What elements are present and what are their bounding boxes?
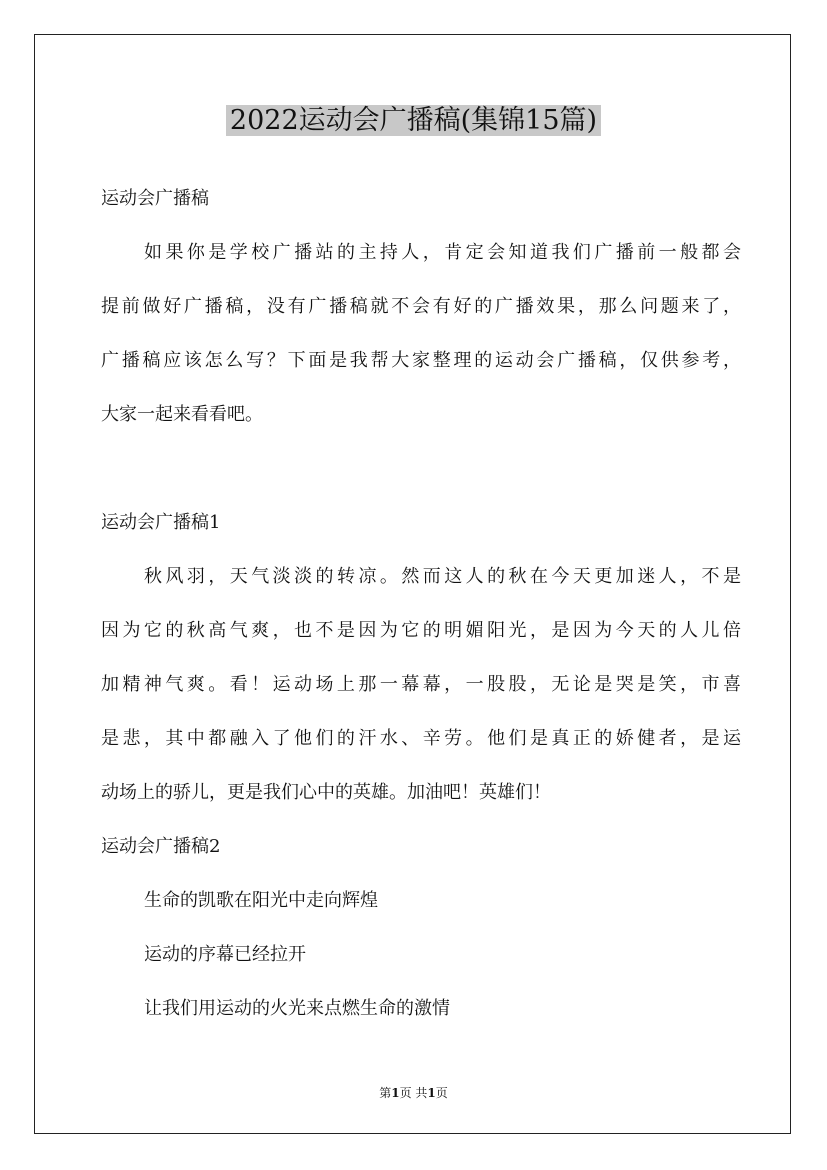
- section1-line: 是悲，其中都融入了他们的汗水、辛劳。他们是真正的娇健者，是运: [101, 728, 741, 749]
- section-heading-1: 运动会广播稿1: [101, 512, 221, 533]
- section1-line: 因为它的秋高气爽，也不是因为它的明媚阳光，是因为今天的人儿倍: [101, 620, 741, 641]
- section2-line: 运动的序幕已经拉开: [144, 944, 306, 965]
- document-title-text: 2022运动会广播稿(集锦15篇): [226, 105, 601, 136]
- document-body: [101, 172, 741, 1036]
- footer-page-total: 1: [427, 1086, 436, 1100]
- intro-line: 提前做好广播稿，没有广播稿就不会有好的广播效果，那么问题来了，: [101, 296, 741, 317]
- intro-line: 大家一起来看看吧。: [101, 404, 263, 425]
- footer-page-current: 1: [391, 1086, 400, 1100]
- section-heading-2: 运动会广播稿2: [101, 836, 221, 857]
- intro-line: 广播稿应该怎么写？下面是我帮大家整理的运动会广播稿，仅供参考，: [101, 350, 741, 371]
- page-footer: [0, 1084, 827, 1102]
- footer-suffix: 页: [435, 1086, 448, 1100]
- intro-heading: 运动会广播稿: [101, 188, 209, 209]
- section1-line: 动场上的骄儿，更是我们心中的英雄。加油吧！英雄们！: [101, 782, 551, 803]
- section1-line: 加精神气爽。看！运动场上那一幕幕，一股股，无论是哭是笑，市喜: [101, 674, 741, 695]
- section2-line: 生命的凯歌在阳光中走向辉煌: [144, 890, 378, 911]
- document-title: [0, 102, 827, 140]
- section2-line: 让我们用运动的火光来点燃生命的激情: [144, 998, 450, 1019]
- intro-line: 如果你是学校广播站的主持人，肯定会知道我们广播前一般都会: [144, 242, 741, 263]
- footer-prefix: 第: [379, 1086, 392, 1100]
- footer-mid: 页 共: [399, 1086, 428, 1100]
- paragraph-gap: [101, 442, 741, 496]
- section1-line: 秋风羽，天气淡淡的转凉。然而这人的秋在今天更加迷人，不是: [144, 566, 741, 587]
